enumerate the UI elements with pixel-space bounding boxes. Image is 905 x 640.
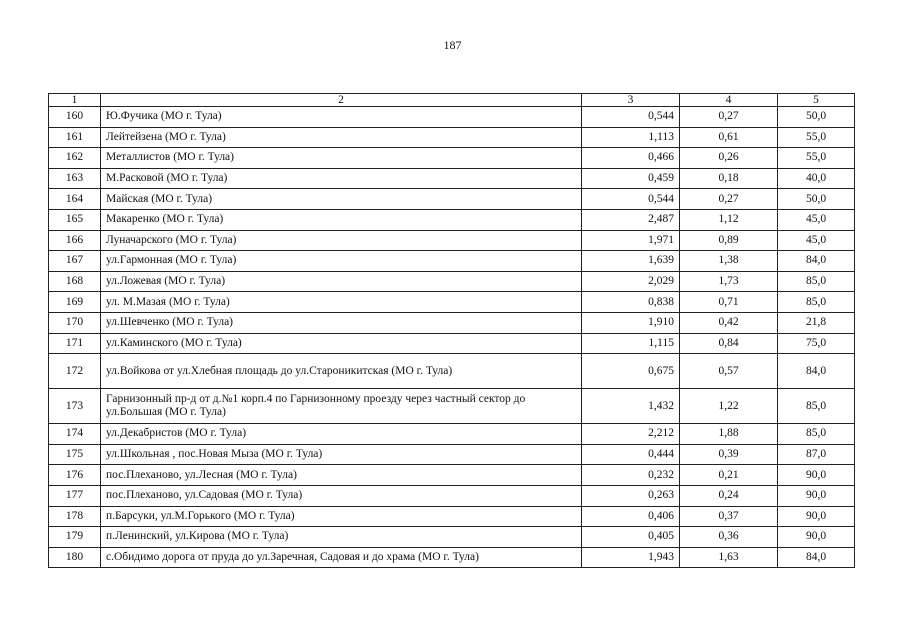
row-number: 166: [49, 230, 101, 251]
value-col-3: 0,405: [582, 527, 680, 548]
road-name: Гарнизонный пр-д от д.№1 корп.4 по Гарнизонному проезду через частный сектор до ул.Большая (МО г. Тула): [101, 389, 582, 424]
value-col-4: 0,84: [680, 333, 778, 354]
row-number: 180: [49, 547, 101, 568]
table-header: [49, 94, 855, 107]
value-col-5: 45,0: [778, 230, 855, 251]
value-col-5: 84,0: [778, 251, 855, 272]
row-number: 173: [49, 389, 101, 424]
road-name: ул.Декабристов (МО г. Тула): [101, 424, 582, 445]
value-col-5: 50,0: [778, 189, 855, 210]
road-name: ул.Войкова от ул.Хлебная площадь до ул.Староникитская (МО г. Тула): [101, 354, 582, 389]
value-col-4: 0,71: [680, 292, 778, 313]
value-col-3: 0,459: [582, 168, 680, 189]
road-name: ул.Школьная , пос.Новая Мыза (МО г. Тула): [101, 444, 582, 465]
row-number: 163: [49, 168, 101, 189]
value-col-5: 40,0: [778, 168, 855, 189]
road-name: пос.Плеханово, ул.Лесная (МО г. Тула): [101, 465, 582, 486]
value-col-3: 0,466: [582, 148, 680, 169]
table-row: [49, 148, 855, 169]
page-number: 187: [443, 38, 462, 52]
value-col-3: 2,212: [582, 424, 680, 445]
row-number: 176: [49, 465, 101, 486]
road-name: Ю.Фучика (МО г. Тула): [101, 107, 582, 128]
value-col-3: 0,544: [582, 107, 680, 128]
table-row: [49, 292, 855, 313]
value-col-4: 1,22: [680, 389, 778, 424]
value-col-4: 0,42: [680, 312, 778, 333]
road-name: Металлистов (МО г. Тула): [101, 148, 582, 169]
value-col-3: 0,232: [582, 465, 680, 486]
value-col-3: 2,029: [582, 271, 680, 292]
value-col-5: 55,0: [778, 148, 855, 169]
value-col-4: 1,38: [680, 251, 778, 272]
row-number: 178: [49, 506, 101, 527]
value-col-3: 1,910: [582, 312, 680, 333]
table-row: [49, 506, 855, 527]
value-col-3: 0,838: [582, 292, 680, 313]
road-name: ул.Ложевая (МО г. Тула): [101, 271, 582, 292]
table-row: [49, 271, 855, 292]
value-col-4: 0,27: [680, 189, 778, 210]
value-col-5: 45,0: [778, 209, 855, 230]
value-col-4: 0,57: [680, 354, 778, 389]
row-number: 168: [49, 271, 101, 292]
value-col-5: 84,0: [778, 547, 855, 568]
value-col-5: 90,0: [778, 506, 855, 527]
value-col-4: 0,61: [680, 127, 778, 148]
value-col-5: 90,0: [778, 465, 855, 486]
row-number: 162: [49, 148, 101, 169]
table-row: [49, 230, 855, 251]
table-row: [49, 189, 855, 210]
table-row: [49, 424, 855, 445]
row-number: 175: [49, 444, 101, 465]
value-col-3: 0,444: [582, 444, 680, 465]
table-body: [49, 107, 855, 568]
table-row: [49, 312, 855, 333]
value-col-5: 50,0: [778, 107, 855, 128]
roads-table: [48, 93, 855, 568]
table-row: [49, 168, 855, 189]
value-col-3: 0,406: [582, 506, 680, 527]
value-col-5: 55,0: [778, 127, 855, 148]
table-row: [49, 444, 855, 465]
value-col-4: 0,21: [680, 465, 778, 486]
column-header-5: 5: [778, 94, 855, 107]
value-col-5: 90,0: [778, 485, 855, 506]
value-col-4: 0,89: [680, 230, 778, 251]
road-name: с.Обидимо дорога от пруда до ул.Заречная, Садовая и до храма (МО г. Тула): [101, 547, 582, 568]
row-number: 171: [49, 333, 101, 354]
value-col-5: 75,0: [778, 333, 855, 354]
row-number: 161: [49, 127, 101, 148]
value-col-3: 1,971: [582, 230, 680, 251]
value-col-4: 1,12: [680, 209, 778, 230]
row-number: 172: [49, 354, 101, 389]
value-col-5: 85,0: [778, 292, 855, 313]
road-name: ул. М.Мазая (МО г. Тула): [101, 292, 582, 313]
header-row: [49, 94, 855, 107]
value-col-3: 1,432: [582, 389, 680, 424]
value-col-3: 1,943: [582, 547, 680, 568]
road-name: Лейтейзена (МО г. Тула): [101, 127, 582, 148]
value-col-3: 1,639: [582, 251, 680, 272]
value-col-5: 85,0: [778, 389, 855, 424]
column-header-3: 3: [582, 94, 680, 107]
value-col-4: 1,73: [680, 271, 778, 292]
value-col-3: 0,544: [582, 189, 680, 210]
value-col-3: 1,115: [582, 333, 680, 354]
value-col-4: 0,37: [680, 506, 778, 527]
value-col-3: 2,487: [582, 209, 680, 230]
value-col-4: 0,26: [680, 148, 778, 169]
value-col-4: 1,88: [680, 424, 778, 445]
row-number: 177: [49, 485, 101, 506]
row-number: 179: [49, 527, 101, 548]
value-col-5: 87,0: [778, 444, 855, 465]
value-col-5: 84,0: [778, 354, 855, 389]
table-row: [49, 107, 855, 128]
value-col-5: 90,0: [778, 527, 855, 548]
row-number: 169: [49, 292, 101, 313]
column-header-2: 2: [101, 94, 582, 107]
table-row: [49, 465, 855, 486]
value-col-3: 0,263: [582, 485, 680, 506]
value-col-4: 0,36: [680, 527, 778, 548]
road-name: п.Ленинский, ул.Кирова (МО г. Тула): [101, 527, 582, 548]
value-col-5: 21,8: [778, 312, 855, 333]
road-name: М.Расковой (МО г. Тула): [101, 168, 582, 189]
table-row: [49, 527, 855, 548]
road-name: Макаренко (МО г. Тула): [101, 209, 582, 230]
table-row: [49, 354, 855, 389]
table-row: [49, 389, 855, 424]
road-name: ул.Каминского (МО г. Тула): [101, 333, 582, 354]
road-name: Луначарского (МО г. Тула): [101, 230, 582, 251]
road-name: ул.Шевченко (МО г. Тула): [101, 312, 582, 333]
table-row: [49, 127, 855, 148]
column-header-1: 1: [49, 94, 101, 107]
road-name: Майская (МО г. Тула): [101, 189, 582, 210]
row-number: 170: [49, 312, 101, 333]
row-number: 164: [49, 189, 101, 210]
table-row: [49, 251, 855, 272]
value-col-3: 0,675: [582, 354, 680, 389]
row-number: 167: [49, 251, 101, 272]
column-header-4: 4: [680, 94, 778, 107]
value-col-4: 0,27: [680, 107, 778, 128]
road-name: п.Барсуки, ул.М.Горького (МО г. Тула): [101, 506, 582, 527]
value-col-4: 0,18: [680, 168, 778, 189]
value-col-4: 0,24: [680, 485, 778, 506]
road-name: пос.Плеханово, ул.Садовая (МО г. Тула): [101, 485, 582, 506]
table-row: [49, 209, 855, 230]
value-col-5: 85,0: [778, 271, 855, 292]
value-col-4: 0,39: [680, 444, 778, 465]
value-col-5: 85,0: [778, 424, 855, 445]
value-col-4: 1,63: [680, 547, 778, 568]
row-number: 165: [49, 209, 101, 230]
value-col-3: 1,113: [582, 127, 680, 148]
table-row: [49, 547, 855, 568]
table-row: [49, 485, 855, 506]
row-number: 174: [49, 424, 101, 445]
road-name: ул.Гармонная (МО г. Тула): [101, 251, 582, 272]
row-number: 160: [49, 107, 101, 128]
table-row: [49, 333, 855, 354]
